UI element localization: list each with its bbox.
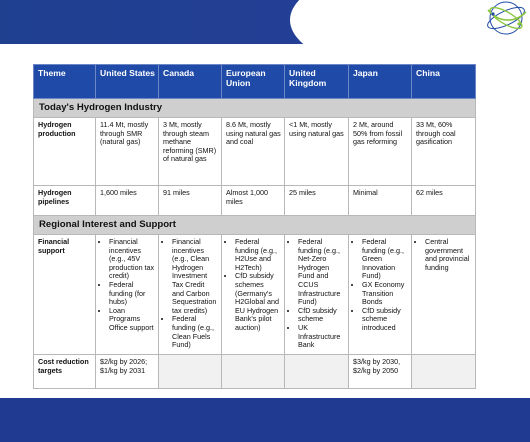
column-header-uk: United Kingdom [285,65,349,99]
table-row-production [34,118,476,186]
cell-pipelines-us: 1,600 miles [96,186,159,216]
row-label-cost: Cost reduction targets [34,355,96,389]
cell-financial-uk [285,235,349,355]
cell-cost-japan: $3/kg by 2030, $2/kg by 2050 [349,355,412,389]
list-item: • Federal funding (for hubs) [109,281,155,307]
column-header-canada: Canada [159,65,222,99]
list-item: • Federal funding (e.g., Net-Zero Hydrogen Fund and CCUS Infrastructure Fund) [298,238,345,307]
list-item: • CfD subsidy scheme introduced [362,307,408,333]
cell-financial-china [412,235,476,355]
cell-pipelines-uk: 25 miles [285,186,349,216]
list-item: • GX Economy Transition Bonds [362,281,408,307]
list-item: • Loan Programs Office support [109,307,155,333]
list-item: • Federal funding (e.g., Clean Fuels Fund) [172,315,218,349]
cell-financial-japan [349,235,412,355]
list-item: • CfD subsidy scheme [298,307,345,324]
row-label-financial: Financial support [34,235,96,355]
table-row-cost [34,355,476,389]
cell-production-uk: <1 Mt, mostly using natural gas [285,118,349,186]
section-title-regional: Regional Interest and Support [34,216,476,235]
column-header-us: United States [96,65,159,99]
globe-orbit-logo-icon [478,0,530,44]
cell-pipelines-china: 62 miles [412,186,476,216]
bottom-band [0,398,530,442]
cell-cost-uk [285,355,349,389]
cell-financial-eu [222,235,285,355]
table-row-pipelines [34,186,476,216]
cell-cost-us: $2/kg by 2026; $1/kg by 2031 [96,355,159,389]
column-header-eu: European Union [222,65,285,99]
list-item: • Federal funding (e.g., H2Use and H2Tech) [235,238,281,272]
cell-production-canada: 3 Mt, mostly through steam methane reforming (SMR) of natural gas [159,118,222,186]
section-row [34,99,476,118]
column-header-china: China [412,65,476,99]
cell-pipelines-eu: Almost 1,000 miles [222,186,285,216]
cell-cost-canada [159,355,222,389]
cell-production-china: 33 Mt, 60% through coal gasification [412,118,476,186]
row-label-production: Hydrogen production [34,118,96,186]
list-item: • UK Infrastructure Bank [298,324,345,350]
table-row-financial [34,235,476,355]
row-label-pipelines: Hydrogen pipelines [34,186,96,216]
cell-production-eu: 8.6 Mt, mostly using natural gas and coal [222,118,285,186]
cell-cost-eu [222,355,285,389]
cell-financial-us [96,235,159,355]
list-item: • Central government and provincial funding [425,238,472,272]
top-banner [0,0,530,44]
hydrogen-comparison-table [33,64,475,380]
section-row [34,216,476,235]
list-item: • Financial incentives (e.g., 45V production tax credit) [109,238,155,281]
cell-cost-china [412,355,476,389]
list-item: • Financial incentives (e.g., Clean Hydrogen Investment Tax Credit and Carbon Sequestration tax credits) [172,238,218,315]
section-title-industry: Today's Hydrogen Industry [34,99,476,118]
cell-production-japan: 2 Mt, around 50% from fossil gas reforming [349,118,412,186]
list-item: • CfD subsidy schemes (Germany's H2Global and EU Hydrogen Bank's pilot auction) [235,272,281,332]
cell-pipelines-canada: 91 miles [159,186,222,216]
header-row [34,65,476,99]
cell-pipelines-japan: Minimal [349,186,412,216]
list-item: • Federal funding (e.g., Green Innovation Fund) [362,238,408,281]
column-header-japan: Japan [349,65,412,99]
cell-financial-canada [159,235,222,355]
cell-production-us: 11.4 Mt, mostly through SMR (natural gas) [96,118,159,186]
column-header-theme: Theme [34,65,96,99]
